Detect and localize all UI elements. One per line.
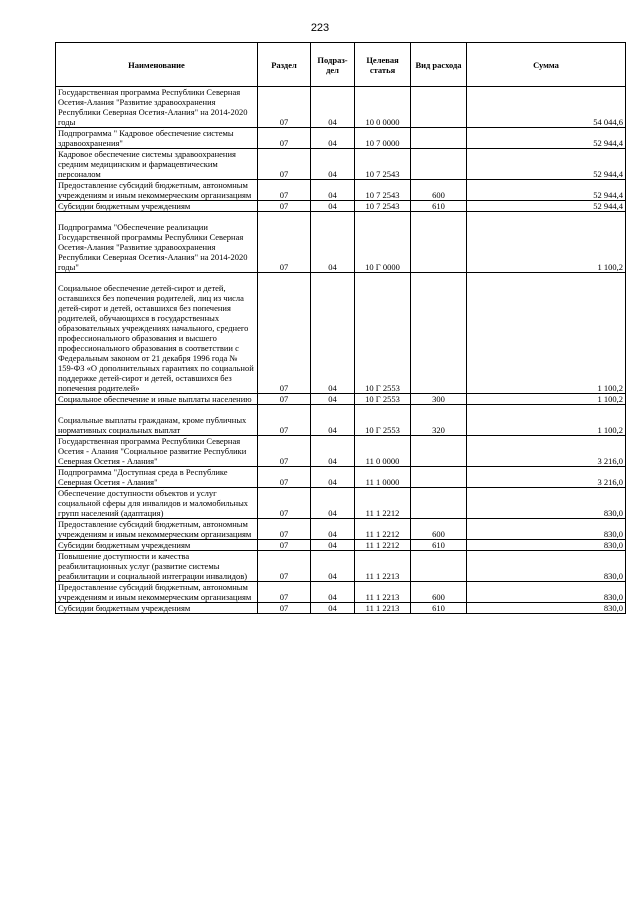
cell-amount: 3 216,0 bbox=[467, 467, 626, 488]
header-subsection: Подраз-дел bbox=[311, 43, 355, 87]
cell-target: 10 7 2543 bbox=[355, 201, 411, 212]
cell-section: 07 bbox=[258, 149, 311, 180]
cell-target: 10 7 2543 bbox=[355, 149, 411, 180]
cell-expense-type: 610 bbox=[411, 201, 467, 212]
table-row bbox=[56, 201, 626, 212]
cell-amount: 3 216,0 bbox=[467, 436, 626, 467]
cell-target: 10 7 2543 bbox=[355, 180, 411, 201]
table-row bbox=[56, 582, 626, 603]
cell-name: Социальное обеспечение и иные выплаты населению bbox=[56, 394, 258, 405]
cell-subsection: 04 bbox=[311, 180, 355, 201]
cell-amount: 52 944,4 bbox=[467, 149, 626, 180]
cell-subsection: 04 bbox=[311, 436, 355, 467]
cell-amount: 52 944,4 bbox=[467, 128, 626, 149]
cell-amount: 1 100,2 bbox=[467, 405, 626, 436]
cell-amount: 830,0 bbox=[467, 603, 626, 614]
cell-section: 07 bbox=[258, 467, 311, 488]
table-row bbox=[56, 405, 626, 436]
cell-name: Кадровое обеспечение системы здравоохранения средним медицинским и фармацевтическим персоналом bbox=[56, 149, 258, 180]
cell-section: 07 bbox=[258, 582, 311, 603]
cell-amount: 830,0 bbox=[467, 540, 626, 551]
cell-target: 11 1 2212 bbox=[355, 519, 411, 540]
table-body bbox=[56, 87, 626, 614]
cell-expense-type: 610 bbox=[411, 540, 467, 551]
cell-subsection: 04 bbox=[311, 540, 355, 551]
cell-subsection: 04 bbox=[311, 603, 355, 614]
cell-target: 10 Г 2553 bbox=[355, 405, 411, 436]
cell-subsection: 04 bbox=[311, 212, 355, 273]
cell-name: Подпрограмма " Кадровое обеспечение системы здравоохранения" bbox=[56, 128, 258, 149]
cell-target: 11 1 0000 bbox=[355, 467, 411, 488]
table-row bbox=[56, 87, 626, 128]
cell-amount: 830,0 bbox=[467, 519, 626, 540]
cell-name: Субсидии бюджетным учреждениям bbox=[56, 540, 258, 551]
table-row bbox=[56, 149, 626, 180]
cell-subsection: 04 bbox=[311, 128, 355, 149]
cell-target: 10 Г 2553 bbox=[355, 394, 411, 405]
cell-target: 10 Г 0000 bbox=[355, 212, 411, 273]
cell-section: 07 bbox=[258, 551, 311, 582]
cell-subsection: 04 bbox=[311, 582, 355, 603]
cell-expense-type bbox=[411, 273, 467, 394]
table-row bbox=[56, 603, 626, 614]
cell-name bbox=[56, 212, 258, 273]
table-row bbox=[56, 212, 626, 273]
table-row bbox=[56, 273, 626, 394]
cell-expense-type bbox=[411, 212, 467, 273]
cell-expense-type: 600 bbox=[411, 582, 467, 603]
table-row bbox=[56, 519, 626, 540]
cell-section: 07 bbox=[258, 180, 311, 201]
cell-amount: 830,0 bbox=[467, 582, 626, 603]
table-row bbox=[56, 488, 626, 519]
cell-name: Предоставление субсидий бюджетным, автономным учреждениям и иным некоммерческим организациям bbox=[56, 180, 258, 201]
cell-name bbox=[56, 405, 258, 436]
cell-expense-type: 600 bbox=[411, 180, 467, 201]
cell-section: 07 bbox=[258, 540, 311, 551]
header-name: Наименование bbox=[56, 43, 258, 87]
cell-section: 07 bbox=[258, 201, 311, 212]
cell-target: 11 1 2213 bbox=[355, 582, 411, 603]
cell-subsection: 04 bbox=[311, 87, 355, 128]
cell-expense-type: 610 bbox=[411, 603, 467, 614]
cell-expense-type bbox=[411, 149, 467, 180]
cell-amount: 830,0 bbox=[467, 488, 626, 519]
cell-section: 07 bbox=[258, 436, 311, 467]
cell-expense-type: 300 bbox=[411, 394, 467, 405]
cell-target: 11 0 0000 bbox=[355, 436, 411, 467]
cell-target: 11 1 2213 bbox=[355, 551, 411, 582]
cell-expense-type bbox=[411, 488, 467, 519]
header-amount: Сумма bbox=[467, 43, 626, 87]
cell-expense-type bbox=[411, 87, 467, 128]
cell-section: 07 bbox=[258, 603, 311, 614]
cell-subsection: 04 bbox=[311, 405, 355, 436]
cell-name bbox=[56, 273, 258, 394]
header-target: Целевая статья bbox=[355, 43, 411, 87]
cell-section: 07 bbox=[258, 128, 311, 149]
cell-amount: 1 100,2 bbox=[467, 273, 626, 394]
table-row bbox=[56, 180, 626, 201]
cell-name: Повышение доступности и качества реабилитационных услуг (развитие системы реабилитации и социальной интеграции инвалидов) bbox=[56, 551, 258, 582]
cell-name: Государственная программа Республики Северная Осетия - Алания "Социальное развитие Республики Северная Осетия - Алания" bbox=[56, 436, 258, 467]
cell-amount: 830,0 bbox=[467, 551, 626, 582]
cell-section: 07 bbox=[258, 394, 311, 405]
cell-expense-type bbox=[411, 551, 467, 582]
table-row bbox=[56, 467, 626, 488]
cell-expense-type bbox=[411, 128, 467, 149]
cell-name-text: Социальные выплаты гражданам, кроме публичных нормативных социальных выплат bbox=[58, 415, 247, 435]
table-row bbox=[56, 436, 626, 467]
cell-target: 10 7 0000 bbox=[355, 128, 411, 149]
cell-subsection: 04 bbox=[311, 519, 355, 540]
cell-name: Предоставление субсидий бюджетным, автономным учреждениям и иным некоммерческим организациям bbox=[56, 582, 258, 603]
cell-section: 07 bbox=[258, 519, 311, 540]
cell-section: 07 bbox=[258, 488, 311, 519]
cell-amount: 1 100,2 bbox=[467, 212, 626, 273]
cell-subsection: 04 bbox=[311, 149, 355, 180]
cell-target: 10 Г 2553 bbox=[355, 273, 411, 394]
cell-name: Субсидии бюджетным учреждениям bbox=[56, 201, 258, 212]
table-header-row bbox=[56, 43, 626, 87]
table-row bbox=[56, 540, 626, 551]
cell-name: Предоставление субсидий бюджетным, автономным учреждениям и иным некоммерческим организациям bbox=[56, 519, 258, 540]
cell-subsection: 04 bbox=[311, 467, 355, 488]
cell-name: Обеспечение доступности объектов и услуг социальной сферы для инвалидов и маломобильных групп населений (адаптация) bbox=[56, 488, 258, 519]
cell-subsection: 04 bbox=[311, 394, 355, 405]
cell-target: 10 0 0000 bbox=[355, 87, 411, 128]
cell-name: Субсидии бюджетным учреждениям bbox=[56, 603, 258, 614]
cell-expense-type bbox=[411, 467, 467, 488]
table-row bbox=[56, 551, 626, 582]
cell-target: 11 1 2212 bbox=[355, 488, 411, 519]
header-section: Раздел bbox=[258, 43, 311, 87]
cell-name: Подпрограмма "Доступная среда в Республике Северная Осетия - Алания" bbox=[56, 467, 258, 488]
cell-name-text: Подпрограмма "Обеспечение реализации Государственной программы Республики Северная Осетия-Алания "Развитие здравоохранения Республики Северная Осетия-Алания" на 2014-2020 годы" bbox=[58, 222, 248, 272]
cell-expense-type: 600 bbox=[411, 519, 467, 540]
table-row bbox=[56, 128, 626, 149]
cell-name-text: Социальное обеспечение детей-сирот и детей, оставшихся без попечения родителей, лиц из числа детей-сирот и детей, оставшихся без попечения родителей, обучающихся в государственных образовательных учреждениях начального, среднего профессионального образования и высшего профессионального образования в соответствии с Федеральным законом от 21 декабря 1996 года № 159-ФЗ «О дополнительных гарантиях по социальной поддержке детей-сирот и детей, оставшихся без попечения родителей» bbox=[58, 283, 254, 393]
budget-table bbox=[55, 42, 626, 614]
header-expense-type: Вид расхода bbox=[411, 43, 467, 87]
cell-subsection: 04 bbox=[311, 488, 355, 519]
cell-expense-type: 320 bbox=[411, 405, 467, 436]
cell-section: 07 bbox=[258, 405, 311, 436]
cell-subsection: 04 bbox=[311, 273, 355, 394]
table-row bbox=[56, 394, 626, 405]
cell-section: 07 bbox=[258, 212, 311, 273]
cell-section: 07 bbox=[258, 273, 311, 394]
cell-section: 07 bbox=[258, 87, 311, 128]
cell-amount: 1 100,2 bbox=[467, 394, 626, 405]
cell-amount: 52 944,4 bbox=[467, 201, 626, 212]
cell-subsection: 04 bbox=[311, 201, 355, 212]
cell-target: 11 1 2212 bbox=[355, 540, 411, 551]
cell-target: 11 1 2213 bbox=[355, 603, 411, 614]
cell-expense-type bbox=[411, 436, 467, 467]
cell-subsection: 04 bbox=[311, 551, 355, 582]
cell-name: Государственная программа Республики Северная Осетия-Алания "Развитие здравоохранения Республики Северная Осетия-Алания" на 2014-2020 годы bbox=[56, 87, 258, 128]
cell-amount: 52 944,4 bbox=[467, 180, 626, 201]
cell-amount: 54 044,6 bbox=[467, 87, 626, 128]
page-number: 223 bbox=[310, 22, 330, 34]
